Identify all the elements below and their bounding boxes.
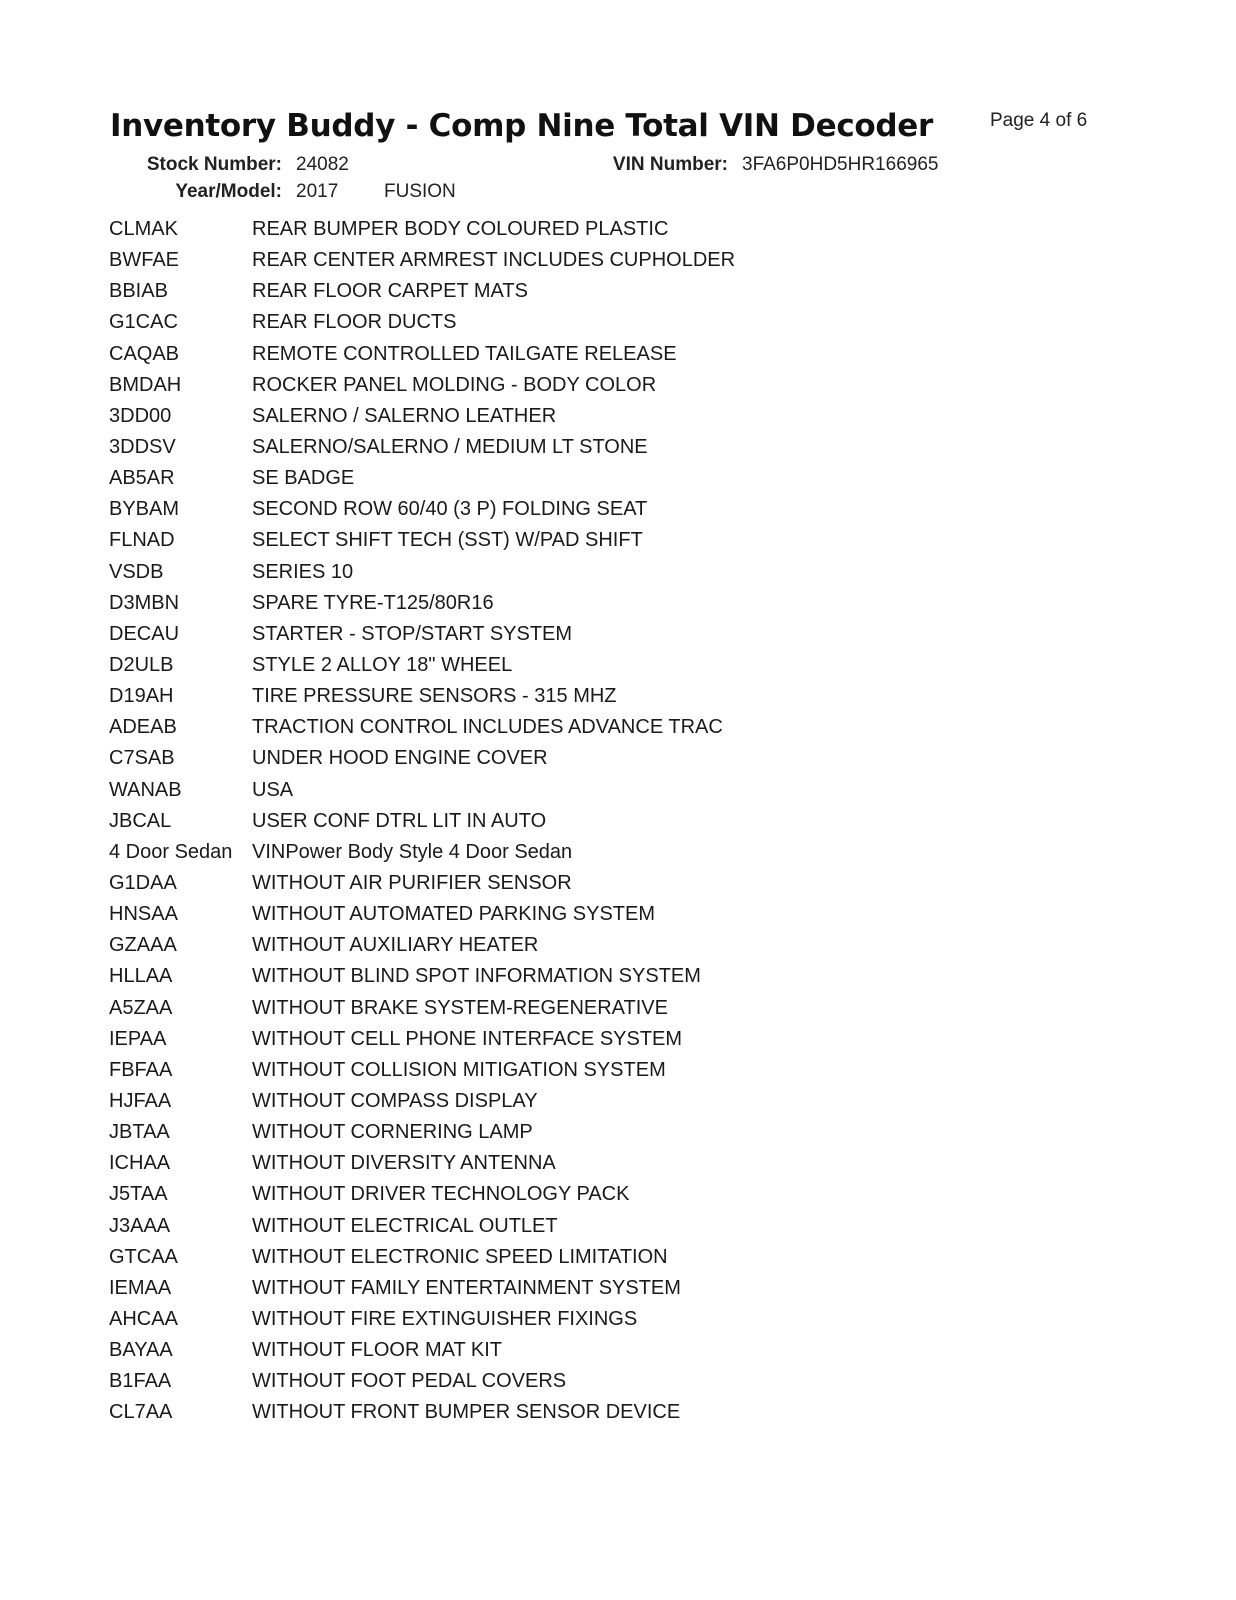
vin-number-label: VIN Number:	[612, 154, 728, 175]
option-description: VINPower Body Style 4 Door Sedan	[252, 840, 573, 863]
option-description: REMOTE CONTROLLED TAILGATE RELEASE	[252, 342, 677, 365]
option-row	[109, 1117, 1109, 1148]
option-code: WANAB	[109, 778, 182, 801]
option-row	[109, 619, 1109, 650]
year-model-label: Year/Model:	[175, 181, 282, 202]
option-row	[109, 1179, 1109, 1210]
option-row	[109, 712, 1109, 743]
option-row	[109, 650, 1109, 681]
option-description: WITHOUT CELL PHONE INTERFACE SYSTEM	[252, 1027, 683, 1050]
option-row	[109, 1366, 1109, 1397]
stock-number-value: 24082	[296, 154, 349, 175]
year-value: 2017	[296, 181, 339, 202]
option-code: G1DAA	[109, 872, 177, 895]
option-description: SECOND ROW 60/40 (3 P) FOLDING SEAT	[252, 498, 648, 521]
option-row	[109, 837, 1109, 868]
option-description: REAR FLOOR DUCTS	[252, 311, 457, 334]
option-code: HNSAA	[109, 903, 178, 926]
option-code: JBTAA	[109, 1121, 170, 1144]
option-row	[109, 1242, 1109, 1273]
vin-number-value: 3FA6P0HD5HR166965	[742, 154, 939, 175]
option-description: USER CONF DTRL LIT IN AUTO	[252, 809, 547, 832]
option-code: BWFAE	[109, 249, 180, 272]
option-code: BAYAA	[109, 1339, 173, 1362]
option-row	[109, 494, 1109, 525]
option-code: HLLAA	[109, 965, 173, 988]
option-description: WITHOUT ELECTRICAL OUTLET	[252, 1214, 558, 1237]
option-description: SPARE TYRE-T125/80R16	[252, 591, 494, 614]
option-code: 3DD00	[109, 404, 172, 427]
page-number: Page 4 of 6	[990, 110, 1088, 131]
option-description: WITHOUT BRAKE SYSTEM-REGENERATIVE	[252, 996, 668, 1019]
option-description: ROCKER PANEL MOLDING - BODY COLOR	[252, 373, 657, 396]
option-code: FLNAD	[109, 529, 175, 552]
option-code: ADEAB	[109, 716, 177, 739]
option-row	[109, 463, 1109, 494]
option-code: IEPAA	[109, 1027, 167, 1050]
option-description: WITHOUT DRIVER TECHNOLOGY PACK	[252, 1183, 630, 1206]
option-description: SERIES 10	[252, 560, 354, 583]
option-row	[109, 1211, 1109, 1242]
option-code: FBFAA	[109, 1058, 173, 1081]
option-row	[109, 1335, 1109, 1366]
option-code: IEMAA	[109, 1276, 172, 1299]
option-row	[109, 307, 1109, 338]
option-description: WITHOUT BLIND SPOT INFORMATION SYSTEM	[252, 965, 701, 988]
model-value: FUSION	[384, 181, 456, 202]
option-description: WITHOUT FOOT PEDAL COVERS	[252, 1370, 567, 1393]
option-row	[109, 775, 1109, 806]
option-row	[109, 557, 1109, 588]
option-row	[109, 276, 1109, 307]
option-code: BMDAH	[109, 373, 182, 396]
option-row	[109, 401, 1109, 432]
option-description: WITHOUT COLLISION MITIGATION SYSTEM	[252, 1058, 666, 1081]
option-description: STYLE 2 ALLOY 18" WHEEL	[252, 654, 513, 677]
option-description: WITHOUT DIVERSITY ANTENNA	[252, 1152, 556, 1175]
option-description: WITHOUT FRONT BUMPER SENSOR DEVICE	[252, 1401, 681, 1424]
option-code: D3MBN	[109, 591, 180, 614]
option-description: WITHOUT ELECTRONIC SPEED LIMITATION	[252, 1245, 668, 1268]
option-code: A5ZAA	[109, 996, 173, 1019]
stock-number-label: Stock Number:	[146, 154, 282, 175]
option-row	[109, 1086, 1109, 1117]
option-description: TIRE PRESSURE SENSORS - 315 MHZ	[252, 685, 617, 708]
page-title: Inventory Buddy - Comp Nine Total VIN Decoder	[110, 108, 934, 144]
option-row	[109, 899, 1109, 930]
option-code: GZAAA	[109, 934, 177, 957]
option-code: D19AH	[109, 685, 174, 708]
option-row	[109, 681, 1109, 712]
option-row	[109, 525, 1109, 556]
option-row	[109, 1397, 1109, 1428]
option-row	[109, 1304, 1109, 1335]
option-description: USA	[252, 778, 294, 801]
option-row	[109, 806, 1109, 837]
option-row	[109, 961, 1109, 992]
option-description: WITHOUT AIR PURIFIER SENSOR	[252, 872, 572, 895]
option-code: VSDB	[109, 560, 164, 583]
option-code: J3AAA	[109, 1214, 171, 1237]
option-row	[109, 993, 1109, 1024]
option-row	[109, 743, 1109, 774]
option-row	[109, 868, 1109, 899]
option-code: CLMAK	[109, 218, 178, 241]
option-code: DECAU	[109, 622, 180, 645]
option-row	[109, 930, 1109, 961]
option-description: WITHOUT AUXILIARY HEATER	[252, 934, 539, 957]
option-description: SALERNO/SALERNO / MEDIUM LT STONE	[252, 436, 648, 459]
option-description: SALERNO / SALERNO LEATHER	[252, 404, 557, 427]
option-description: WITHOUT FLOOR MAT KIT	[252, 1339, 502, 1362]
option-row	[109, 588, 1109, 619]
option-description: WITHOUT FAMILY ENTERTAINMENT SYSTEM	[252, 1276, 681, 1299]
option-code: AB5AR	[109, 467, 175, 490]
option-description: UNDER HOOD ENGINE COVER	[252, 747, 548, 770]
option-code: BYBAM	[109, 498, 180, 521]
option-code: 3DDSV	[109, 436, 176, 459]
option-code: B1FAA	[109, 1370, 172, 1393]
option-code: G1CAC	[109, 311, 178, 334]
option-row	[109, 214, 1109, 245]
option-description: STARTER - STOP/START SYSTEM	[252, 622, 573, 645]
option-code: J5TAA	[109, 1183, 168, 1206]
option-description: WITHOUT CORNERING LAMP	[252, 1121, 533, 1144]
option-row	[109, 339, 1109, 370]
option-description: SE BADGE	[252, 467, 355, 490]
option-row	[109, 1273, 1109, 1304]
option-code: BBIAB	[109, 280, 168, 303]
option-description: SELECT SHIFT TECH (SST) W/PAD SHIFT	[252, 529, 643, 552]
option-row	[109, 1024, 1109, 1055]
option-code: C7SAB	[109, 747, 175, 770]
option-code: CL7AA	[109, 1401, 173, 1424]
option-description: WITHOUT COMPASS DISPLAY	[252, 1090, 538, 1112]
option-row	[109, 370, 1109, 401]
option-description: REAR CENTER ARMREST INCLUDES CUPHOLDER	[252, 249, 736, 272]
option-code: AHCAA	[109, 1307, 178, 1330]
option-description: REAR FLOOR CARPET MATS	[252, 280, 528, 303]
option-row	[109, 1148, 1109, 1179]
option-row	[109, 245, 1109, 276]
option-code: CAQAB	[109, 342, 180, 365]
option-code: 4 Door Sedan	[109, 840, 233, 863]
option-code: D2ULB	[109, 654, 174, 677]
option-row	[109, 432, 1109, 463]
option-code: JBCAL	[109, 809, 172, 832]
option-description: TRACTION CONTROL INCLUDES ADVANCE TRAC	[252, 716, 723, 739]
option-row	[109, 1055, 1109, 1086]
option-code: ICHAA	[109, 1152, 171, 1175]
option-description: REAR BUMPER BODY COLOURED PLASTIC	[252, 218, 669, 241]
option-code: GTCAA	[109, 1245, 178, 1268]
option-code: HJFAA	[109, 1090, 172, 1112]
option-code-list	[109, 214, 1109, 1428]
option-description: WITHOUT AUTOMATED PARKING SYSTEM	[252, 903, 655, 926]
option-description: WITHOUT FIRE EXTINGUISHER FIXINGS	[252, 1307, 638, 1330]
